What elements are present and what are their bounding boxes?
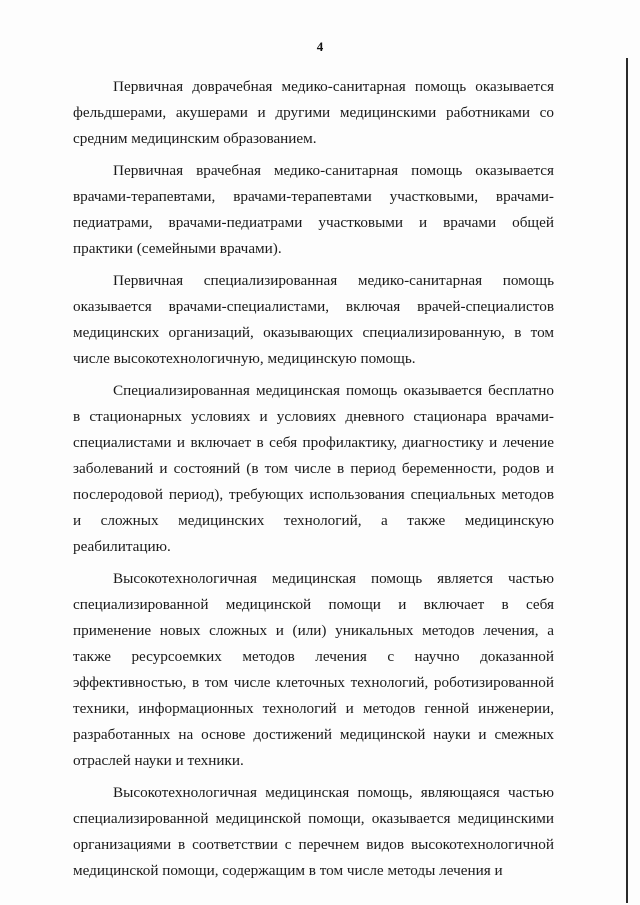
page-number: 4 [316,39,324,54]
document-body [73,74,554,890]
paragraph-specialized-care: Специализированная медицинская помощь оказывается бесплатно в стационарных условиях и условиях дневного стационара врачами-специалистами и включает в себя профилактику, диагностику и лечение заболеваний и состояний (в том числе в период беременности, родов и послеродовой период), требующих использования специальных методов и сложных медицинских технологий, а также медицинскую реабилитацию. [73,382,554,555]
paragraph-primary-specialized-care: Первичная специализированная медико-санитарная помощь оказывается врачами-специалистами, включая врачей-специалистов медицинских организаций, оказывающих специализированную, в том числе высокотехнологичную, медицинскую помощь. [73,272,554,367]
paragraph-primary-prehospital-care: Первичная доврачебная медико-санитарная помощь оказывается фельдшерами, акушерами и другими медицинскими работниками со средним медицинским образованием. [73,78,554,147]
scan-edge-line [626,58,628,903]
paragraph-primary-physician-care: Первичная врачебная медико-санитарная помощь оказывается врачами-терапевтами, врачами-терапевтами участковыми, врачами-педиатрами, врачами-педиатрами участковыми и врачами общей практики (семейными врачами). [73,162,554,257]
paragraph-high-tech-care: Высокотехнологичная медицинская помощь является частью специализированной медицинской помощи и включает в себя применение новых сложных и (или) уникальных методов лечения, а также ресурсоемких методов лечения с научно доказанной эффективностью, в том числе клеточных технологий, роботизированной техники, информационных технологий и методов генной инженерии, разработанных на основе достижений медицинской науки и смежных отраслей науки и техники. [73,570,554,769]
paragraph-high-tech-care-providers: Высокотехнологичная медицинская помощь, являющаяся частью специализированной медицинской помощи, оказывается медицинскими организациями в соответствии с перечнем видов высокотехнологичной медицинской помощи, содержащим в том числе методы лечения и [73,784,554,879]
